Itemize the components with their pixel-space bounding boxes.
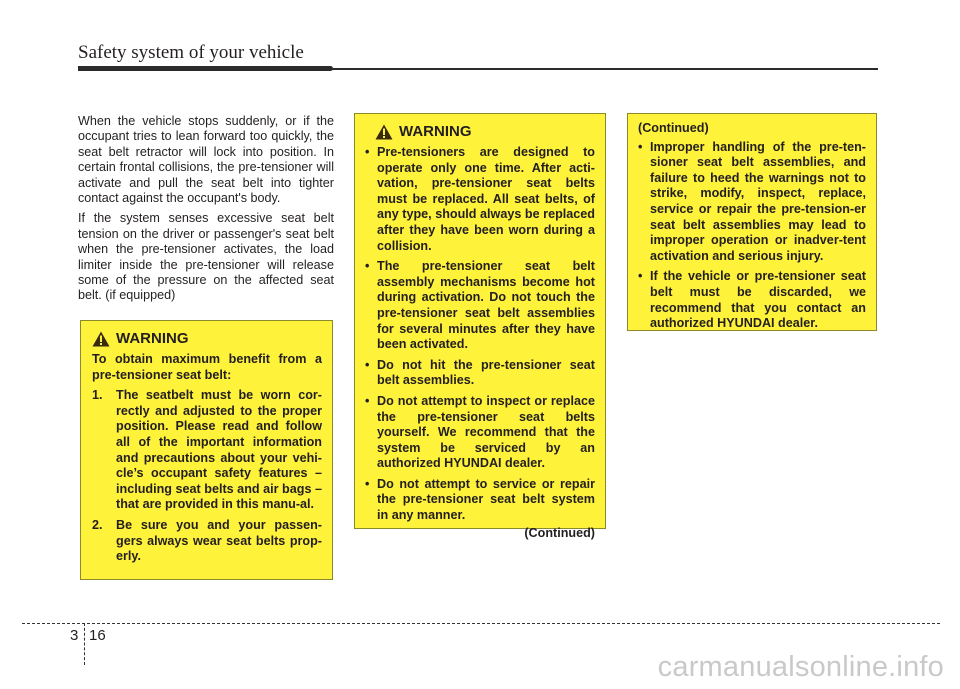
warning-title: WARNING xyxy=(399,123,472,141)
chapter-number: 3 xyxy=(70,627,79,644)
warning-box-continued xyxy=(627,113,877,331)
warning-list-item: • Do not attempt to inspect or replace the pre-tensioner seat belts yourself. We recommend that the system be serviced by an authorized HYUNDAI dealer. xyxy=(365,393,595,471)
continued-label: (Continued) xyxy=(638,121,709,135)
watermark: carmanualsonline.info xyxy=(657,651,944,683)
warning-intro: To obtain maximum benefit from a pre-tensioner seat belt: xyxy=(92,352,322,382)
warning-heading xyxy=(375,124,595,140)
page-number: 16 xyxy=(89,627,106,644)
warning-list-item: 2. Be sure you and your passen-gers always wear seat belts prop-erly. xyxy=(92,517,322,564)
warning-triangle-icon xyxy=(92,331,110,347)
warning-box-pretensioner-benefit xyxy=(80,320,333,580)
footer-divider xyxy=(84,623,85,665)
page-header-title: Safety system of your vehicle xyxy=(78,42,304,63)
body-paragraph: When the vehicle stops suddenly, or if the occupant tries to lean forward too quickly, the seat belt retractor will lock into position. In certain frontal collisions, the pre-tensioner will activate and pull the seat belt into tighter contact against the occupant's body. xyxy=(78,114,334,206)
warning-box-pretensioner-handling xyxy=(354,113,606,540)
warning-list-item: • Do not hit the pre-tensioner seat belt assemblies. xyxy=(365,357,595,388)
header-rule xyxy=(78,66,878,71)
warning-triangle-icon xyxy=(375,124,393,140)
footer-rule xyxy=(22,623,940,624)
warning-list-item: • Improper handling of the pre-ten-sioner seat belt assemblies, and failure to heed the warnings not to strike, modify, inspect, replace, service or repair the pre-tension-er seat belt assemblies may lead to improper operation or inadver-tent activation and serious injury. xyxy=(638,139,866,263)
body-paragraph: If the system senses excessive seat belt tension on the driver or passenger's seat belt when the pre-tensioner activates, the load limiter inside the pre-tensioner will release some of the pressure on the affected seat belt. (if equipped) xyxy=(78,211,334,303)
warning-list-item: • Pre-tensioners are designed to operate only one time. After acti-vation, pre-tensioner seat belts must be replaced. All seat belts, of any type, should always be replaced after they have been worn during a collision. xyxy=(365,145,595,253)
body-text xyxy=(78,114,334,309)
warning-heading xyxy=(92,331,322,347)
warning-list-item: • If the vehicle or pre-tensioner seat belt must be discarded, we recommend that you contact an authorized HYUNDAI dealer. xyxy=(638,269,866,331)
warning-list-item: • Do not attempt to service or repair the pre-tensioner seat belt system in any manner. xyxy=(365,476,595,523)
warning-list-item: 1. The seatbelt must be worn cor-rectly and adjusted to the proper position. Please read and follow all of the important information and precautions about your vehi-cle’s occupant safety features – including seat belts and air bags – that are provided in this manu-al. xyxy=(92,388,322,512)
continued-label: (Continued) xyxy=(524,525,595,540)
warning-list-item: • The pre-tensioner seat belt assembly mechanisms become hot during activation. Do not touch the pre-tensioner seat belt assemblies for several minutes after they have been activated. xyxy=(365,259,595,352)
warning-title: WARNING xyxy=(116,330,189,348)
